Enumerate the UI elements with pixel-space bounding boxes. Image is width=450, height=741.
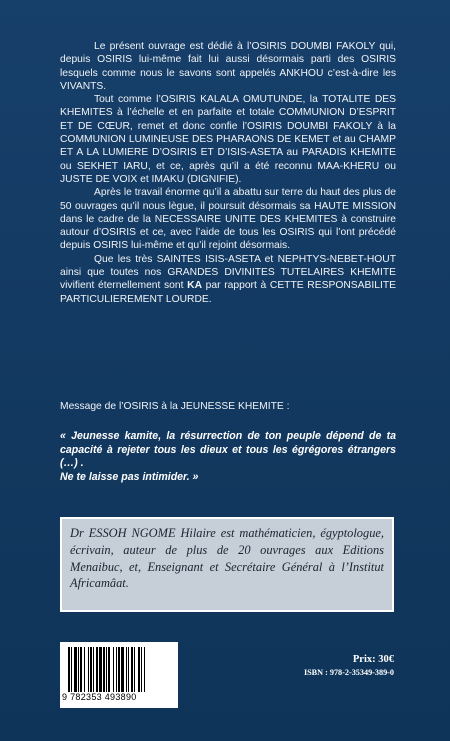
paragraph-3: Après le travail énorme qu’il a abattu sur terre du haut des plus de 50 ouvrages qu’il nous lègue, il poursuit désormais sa HAUTE MISSION dans le cadre de la NECESSAIRE UNITE DES KHEMITES à construire autour d’OSIRIS et ce, avec l’aide de tous les OSIRIS qui l’ont précédé depuis OSIRIS lui-même et qu’il rejoint désormais.: [60, 187, 396, 252]
dedication-text: [60, 40, 396, 306]
author-bio: Dr ESSOH NGOME Hilaire est mathématicien, égyptologue, écrivain, auteur de plus de 20 ouvrages aux Editions Menaibuc, et, Enseignant et Secrétaire Général à l’Institut Africamâat.: [60, 517, 394, 612]
quote: [60, 430, 396, 484]
isbn: ISBN : 978-2-35349-389-0: [303, 668, 394, 677]
quote-line-2: Ne te laisse pas intimider. »: [60, 470, 199, 483]
barcode-bars: [68, 647, 172, 692]
message-heading: Message de l’OSIRIS à la JEUNESSE KHEMITE :: [60, 401, 290, 412]
paragraph-2: Tout comme l’OSIRIS KALALA OMUTUNDE, la TOTALITE DES KHEMITES à l’échelle et en parfaite et totale COMMUNION D’ESPRIT ET DE CŒUR, remet et donc confie l’OSIRIS DOUMBI FAKOLY à la COMMUNION LUMINEUSE DES PHARAONS DE KEMET et au CHAMP ET A LA LUMIERE D’OSIRIS ET D’ISIS-ASETA au PARADIS KHEMITE ou SEKHET IARU, et ce, après qu’il a été reconnu MAA-KHERU ou JUSTE DE VOIX et IMAKU (DIGNIFIE).: [60, 94, 396, 185]
paragraph-4-bold: KA: [187, 280, 203, 292]
paragraph-4-end: par rapport à CETTE RESPONSABILITE PARTICULIEREMENT LOURDE.: [60, 280, 396, 305]
barcode-digits: 9 782353 493890: [62, 692, 137, 702]
price: Prix: 30€: [352, 654, 394, 665]
paragraph-4-start: Que les très SAINTES ISIS-ASETA et NEPHTYS-NEBET-HOUT ainsi que toutes nos GRANDES DIVINITES TUTELAIRES KHEMITE vivifient éternellement sont: [60, 253, 396, 292]
paragraph-4: [60, 253, 396, 306]
barcode: [60, 642, 178, 708]
paragraph-1: Le présent ouvrage est dédié à l’OSIRIS DOUMBI FAKOLY qui, depuis OSIRIS lui-même fait lui aussi désormais parti des OSIRIS lesquels comme nous le savons sont appelés ANKHOU c’est-à-dire les VIVANTS.: [60, 41, 396, 92]
quote-line-1: « Jeunesse kamite, la résurrection de ton peuple dépend de ta capacité à rejeter tous les dieux et tous les égrégores étrangers (…) .: [60, 430, 396, 470]
